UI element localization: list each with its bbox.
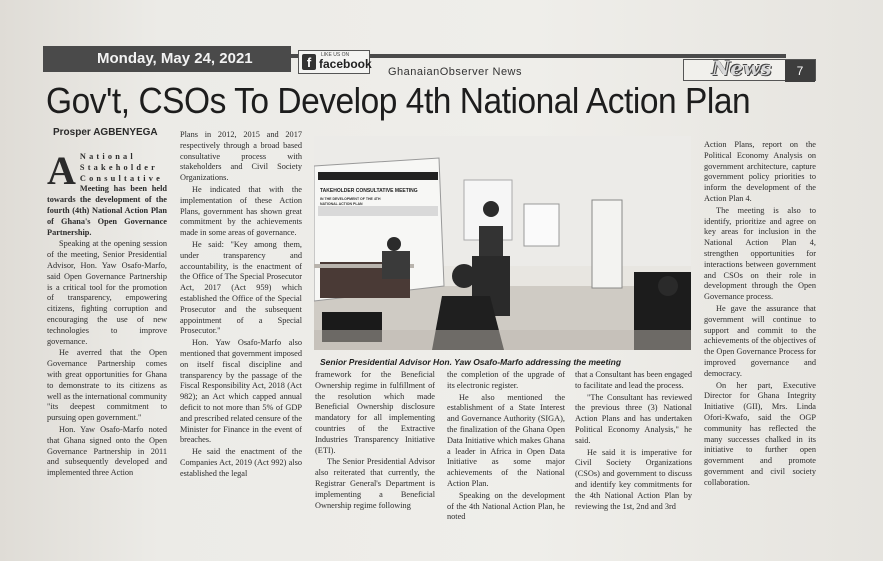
section-box bbox=[683, 56, 816, 81]
paragraph: He gave the assurance that government will continue to support and commit to the achievements of the objectives of the Open Governance Process for improved governance and democracy. bbox=[704, 303, 816, 378]
paragraph: the completion of the upgrade of its electronic register. bbox=[447, 370, 565, 390]
article-headline: Gov't, CSOs To Develop 4th National Action Plan bbox=[46, 80, 751, 121]
paragraph: He said it is imperative for Civil Society Organizations (CSOs) and government to discuss and identify key commitments for the 4th National Action Plan by reviewing the 1st, 2nd and 3rd bbox=[575, 447, 692, 511]
lede-spaced-2: Stakeholder bbox=[79, 162, 158, 172]
paragraph: that a Consultant has been engaged to facilitate and lead the process. bbox=[575, 370, 692, 390]
paragraph: He indicated that with the implementation of these Action Plans, government has shown great commitment by the achievements made in some areas of governance. bbox=[180, 184, 302, 238]
article-column-4 bbox=[447, 370, 565, 524]
article-byline: Prosper AGBENYEGA bbox=[53, 127, 158, 138]
paragraph: framework for the Beneficial Ownership regime in fulfillment of the resolution which made Beneficial Ownership disclosure mandatory for all implementing countries of the Extractive Industries Transparency Initiative (ETI). bbox=[315, 370, 435, 455]
lede-paragraph bbox=[47, 148, 167, 238]
paragraph: He said the enactment of the Companies Act, 2019 (Act 992) also established the legal bbox=[180, 447, 302, 478]
article-column-3 bbox=[315, 370, 435, 512]
article-column-5 bbox=[575, 370, 692, 513]
meeting-photo bbox=[314, 136, 691, 350]
article-column-2 bbox=[180, 130, 302, 481]
paragraph: He said: "Key among them, under transparency and accountability, is the enactment of the Office of The Special Prosecutor Act, 2017 (Act 959) which established the Office of the Special Prosecutor and the subsequent appointment of a Special Prosecutor." bbox=[180, 239, 302, 336]
paragraph: He averred that the Open Governance Partnership comes with great opportunities for Ghana to demonstrate to its citizens as well as the international community "its deepest commitment to pursuing open government." bbox=[47, 348, 167, 423]
meeting-photo-illustration bbox=[314, 136, 691, 350]
publication-name: GhanaianObserver News bbox=[388, 66, 523, 78]
lede-text: Meeting has been held towards the development of the fourth (4th) National Action Plan of Ghana's Open Governance Partnership. bbox=[47, 184, 167, 237]
banner-text-1: TAKEHOLDER CONSULTATIVE MEETING bbox=[320, 188, 418, 194]
paragraph: Speaking on the development of the 4th National Action Plan, he noted bbox=[447, 490, 565, 522]
paragraph: Speaking at the opening session of the meeting, Senior Presidential Advisor, Hon. Yaw Osafo-Marfo, said Open Governance Partnership is a critical tool for the promotion of transparency, empowering citizens, fighting corruption and encouraging the use of new technologies to improve governance. bbox=[47, 239, 167, 346]
paragraph: The meeting is also to identify, prioritize and agree on key areas for inclusion in the National Action Plan 4, strengthen opportunities for interactions between government and CSOs on their role in development through the Open Governance process. bbox=[704, 205, 816, 302]
article-column-6 bbox=[704, 140, 816, 490]
paragraph: "The Consultant has reviewed the previous three (3) National Action Plans and has undertaken Political Economy Analysis," he said. bbox=[575, 392, 692, 445]
facebook-like-text: LIKE US ON bbox=[321, 52, 350, 58]
lede-spaced-3: Consultative bbox=[79, 173, 164, 183]
banner-text-3: NATIONAL ACTION PLAN bbox=[320, 202, 363, 206]
paragraph: Plans in 2012, 2015 and 2017 respectively through a broad based consultative process with stakeholders and Civil Society Organizations. bbox=[180, 130, 302, 183]
facebook-badge bbox=[298, 50, 370, 74]
masthead-bar bbox=[43, 46, 818, 80]
banner-text-2: IN THE DEVELOPMENT OF THE 4TH bbox=[320, 197, 381, 201]
photo-caption: Senior Presidential Advisor Hon. Yaw Osafo-Marfo addressing the meeting bbox=[320, 357, 622, 367]
paragraph: He also mentioned the establishment of a State Interest and Governance Authority (SIGA), the finalization of the Ghana Open Data Initiative which makes Ghana a leader in Africa in Open Data Initiative as some major achievements of the National Action Plan. bbox=[447, 392, 565, 488]
facebook-icon: f bbox=[302, 54, 316, 70]
section-label: News bbox=[712, 56, 772, 80]
paragraph: Hon. Yaw Osafo-Marfo also mentioned that government imposed on itself fiscal discipline and transparency by the passage of the Fiscal Responsibility Act, 2018 (Act 982); an Act which capped annual deficit to not more than 5% of GDP and prescribed related censure of the Minister for Finance in the event of breaches. bbox=[180, 338, 302, 445]
paragraph: On her part, Executive Director for Ghana Integrity Initiative (GII), Mrs. Linda Ofori-Kwafo, said the OGP community has reflected the many successes chalked in its initiative to further open government and promote government and civil society collaboration. bbox=[704, 380, 816, 487]
drop-cap: A bbox=[47, 148, 76, 193]
paragraph: The Senior Presidential Advisor also reiterated that currently, the Registrar General's Department is implementing a Beneficial Ownership regime following bbox=[315, 457, 435, 510]
page-number: 7 bbox=[785, 60, 815, 82]
article-column-1 bbox=[47, 148, 167, 480]
lede-spaced-1: National bbox=[79, 152, 136, 161]
paragraph: Action Plans, report on the Political Economy Analysis on government architecture, capture government policy priorities to inform the development of the Action Plan 4. bbox=[704, 140, 816, 203]
facebook-label: facebook bbox=[319, 57, 372, 71]
issue-date: Monday, May 24, 2021 bbox=[43, 46, 291, 72]
paragraph: Hon. Yaw Osafo-Marfo noted that Ghana signed onto the Open Governance Partnership in 2011 and subsequently developed and implemented three Action bbox=[47, 424, 167, 478]
